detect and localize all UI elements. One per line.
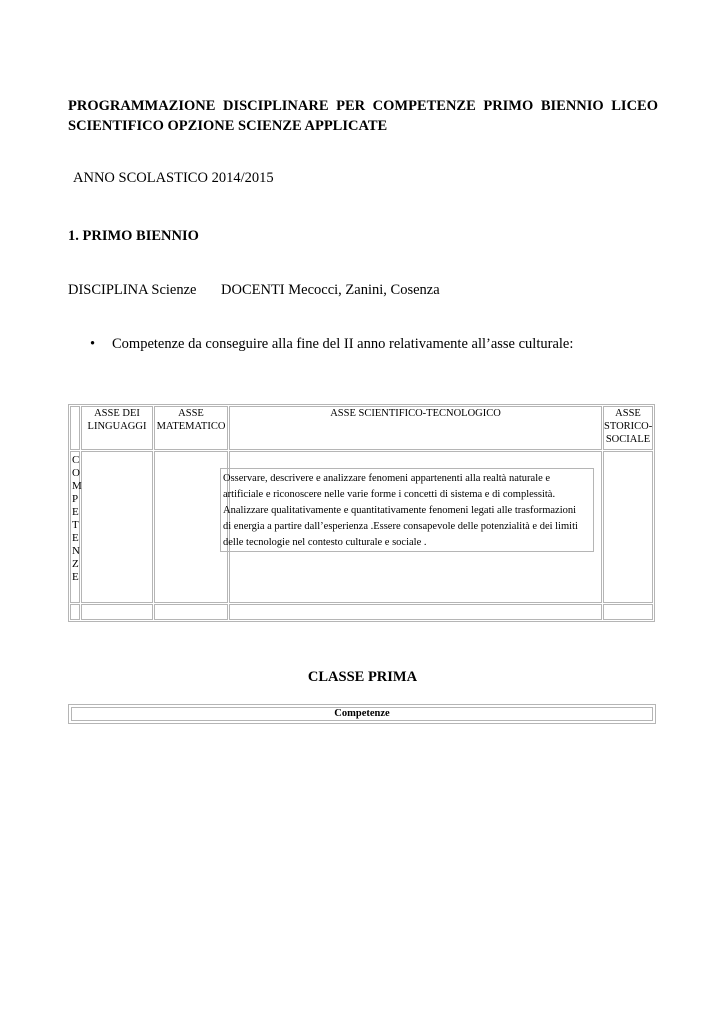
competenze-table	[68, 704, 656, 724]
header-scientifico: ASSE SCIENTIFICO-TECNOLOGICO	[229, 406, 602, 450]
letter: O	[72, 467, 80, 479]
bullet-text: Competenze da conseguire alla fine del II anno relativamente all’asse culturale:	[112, 336, 574, 352]
footer-cell	[154, 604, 228, 620]
teachers-label: DOCENTI Mecocci, Zanini, Cosenza	[221, 282, 440, 298]
text-line: di energia a partire dall’esperienza .Essere consapevole delle potenzialità e dei limiti	[223, 521, 578, 532]
footer-cell	[229, 604, 602, 620]
school-year: ANNO SCOLASTICO 2014/2015	[73, 170, 274, 186]
cell-matematico	[154, 451, 228, 603]
table-footer-row	[70, 604, 653, 620]
letter: C	[72, 454, 80, 466]
letter: E	[72, 532, 79, 544]
discipline-label: DISCIPLINA Scienze	[68, 282, 197, 298]
letter: P	[72, 493, 79, 505]
corner-cell	[70, 406, 80, 450]
header-matematico: ASSE MATEMATICO	[154, 406, 228, 450]
letter: N	[72, 545, 80, 557]
scientifico-competence-text	[220, 468, 594, 552]
letter: T	[72, 519, 79, 531]
cell-linguaggi	[81, 451, 153, 603]
document-title: PROGRAMMAZIONE DISCIPLINARE PER COMPETENZE PRIMO BIENNIO LICEO SCIENTIFICO OPZIONE SCIENZE APPLICATE	[68, 98, 658, 134]
letter: E	[72, 571, 79, 583]
class-heading: CLASSE PRIMA	[307, 669, 418, 685]
footer-cell	[81, 604, 153, 620]
discipline-line	[68, 282, 440, 299]
header-linguaggi: ASSE DEI LINGUAGGI	[81, 406, 153, 450]
letter: M	[72, 480, 82, 492]
text-line: Analizzare qualitativamente e quantitativamente fenomeni legati alle trasformazioni	[223, 505, 577, 516]
section-heading: 1. PRIMO BIENNIO	[68, 228, 199, 244]
text-line: artificiale e riconoscere nelle varie forme i concetti di sistema e di complessità.	[223, 489, 556, 500]
cell-storico	[603, 451, 653, 603]
letter: E	[72, 506, 79, 518]
header-storico: ASSE STORICO-SOCIALE	[603, 406, 653, 450]
table-header-row	[70, 406, 653, 450]
text-line: Osservare, descrivere e analizzare fenomeni appartenenti alla realtà naturale e	[223, 473, 551, 484]
footer-cell	[603, 604, 653, 620]
letter: Z	[72, 558, 79, 570]
bullet-icon: •	[90, 336, 96, 352]
footer-cell	[70, 604, 80, 620]
competences-bullet	[90, 336, 573, 353]
competenze-header: Competenze	[71, 707, 653, 721]
vertical-label-competenze	[70, 451, 80, 603]
text-line: delle tecnologie nel contesto culturale e sociale .	[223, 537, 427, 548]
